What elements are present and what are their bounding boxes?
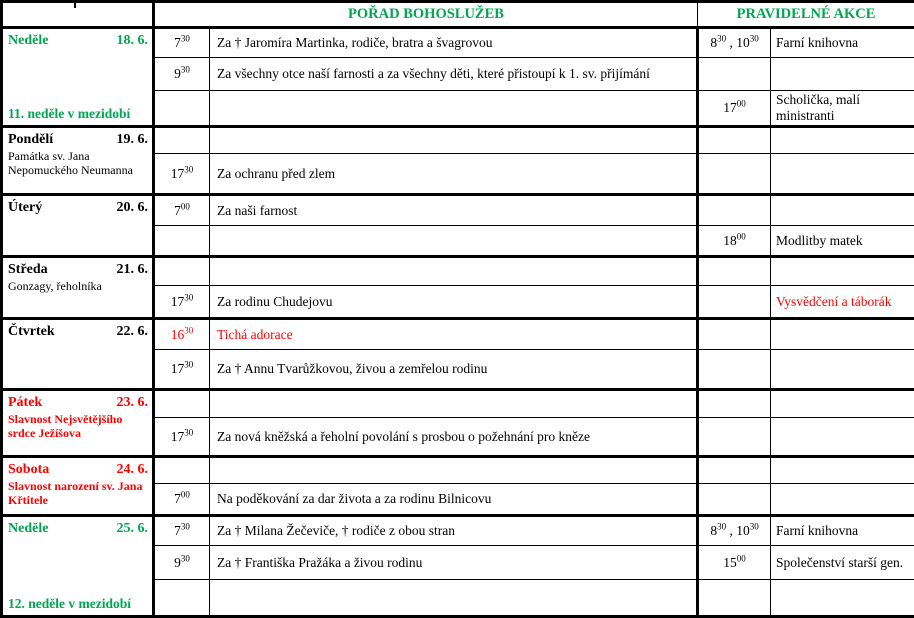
- day-title: [3, 258, 152, 277]
- mass-intention-cell: [210, 350, 698, 390]
- day-name: Středa: [8, 262, 48, 277]
- mass-intention-text: Za † Jaromíra Martinka, rodiče, bratra a švagrovou: [210, 34, 696, 52]
- event-cell: [771, 226, 914, 257]
- table-row: [2, 516, 914, 546]
- mass-time-cell: $9^{30}$: [154, 546, 210, 580]
- event-text: Farní knihovna: [771, 34, 914, 52]
- mass-time-cell: $17^{30}$: [154, 154, 210, 195]
- day-cell: [2, 28, 154, 127]
- event-cell: [771, 580, 914, 617]
- mass-intention-cell: [210, 28, 698, 58]
- day-cell: [2, 257, 154, 319]
- mass-intention-cell: [210, 484, 698, 516]
- mass-time-cell: [154, 127, 210, 154]
- mass-time-cell: $7^{00}$: [154, 195, 210, 226]
- mass-time-cell: $16^{30}$: [154, 319, 210, 350]
- mass-intention-cell: [210, 91, 698, 127]
- event-text: Společenství starší gen.: [771, 554, 914, 572]
- event-cell: [771, 195, 914, 226]
- day-date: 20. 6.: [117, 200, 149, 215]
- event-time-cell: [698, 154, 771, 195]
- mass-time-cell: [154, 457, 210, 484]
- mass-intention-text: Za † Annu Tvarůžkovou, živou a zemřelou rodinu: [210, 360, 696, 378]
- mass-intention-cell: [210, 195, 698, 226]
- mass-time-cell: $17^{30}$: [154, 286, 210, 319]
- mass-intention-cell: [210, 457, 698, 484]
- event-cell: [771, 546, 914, 580]
- day-cell: [2, 390, 154, 457]
- mass-time-cell: $7^{30}$: [154, 28, 210, 58]
- event-cell: [771, 418, 914, 457]
- day-date: 24. 6.: [117, 462, 149, 477]
- mass-intention-text: Za naši farnost: [210, 202, 696, 220]
- day-cell: [2, 516, 154, 617]
- day-date: 22. 6.: [117, 324, 149, 339]
- header-events-title: PRAVIDELNÉ AKCE: [698, 2, 914, 28]
- mass-intention-text: Za † Františka Pražáka a živou rodinu: [210, 554, 696, 572]
- day-subtitle: Památka sv. Jana Nepomuckého Neumanna: [3, 147, 152, 177]
- header-services-title: POŘAD BOHOSLUŽEB: [154, 2, 698, 28]
- day-name: Úterý: [8, 200, 42, 215]
- mass-time-cell: $17^{30}$: [154, 418, 210, 457]
- day-date: 25. 6.: [117, 521, 149, 536]
- mass-time-cell: $17^{30}$: [154, 350, 210, 390]
- day-name: Pondělí: [8, 132, 53, 147]
- day-cell: [2, 319, 154, 390]
- mass-intention-text: Na poděkování za dar života a za rodinu Bilnicovu: [210, 490, 696, 508]
- table-row: [2, 127, 914, 154]
- mass-time-cell: [154, 91, 210, 127]
- event-cell: [771, 390, 914, 418]
- mass-intention-cell: [210, 516, 698, 546]
- day-bottom-label: 12. neděle v mezidobí: [8, 596, 131, 612]
- table-row: [2, 319, 914, 350]
- day-cell: [2, 195, 154, 257]
- mass-intention-text: Tichá adorace: [210, 326, 696, 344]
- table-row: [2, 457, 914, 484]
- event-time-cell: $18^{00}$: [698, 226, 771, 257]
- event-cell: [771, 58, 914, 91]
- mass-intention-cell: [210, 546, 698, 580]
- mass-time-cell: [154, 390, 210, 418]
- mass-intention-cell: [210, 418, 698, 457]
- mass-intention-text: Za ochranu před zlem: [210, 165, 696, 183]
- mass-intention-cell: [210, 580, 698, 617]
- event-text: Scholička, malí ministranti: [771, 91, 914, 125]
- mass-time-cell: [154, 257, 210, 286]
- mass-time-cell: $7^{30}$: [154, 516, 210, 546]
- mass-time-cell: [154, 580, 210, 617]
- mass-intention-cell: [210, 58, 698, 91]
- day-bottom-label: 11. neděle v mezidobí: [8, 106, 130, 122]
- event-time-cell: [698, 350, 771, 390]
- event-text: Modlitby matek: [771, 232, 914, 250]
- mass-intention-text: Za nová kněžská a řeholní povolání s prosbou o požehnání pro kněze: [210, 428, 696, 446]
- event-time-cell: $8^{30}$ , $10^{30}$: [698, 28, 771, 58]
- event-time-cell: [698, 484, 771, 516]
- mass-time-cell: $7^{00}$: [154, 484, 210, 516]
- mass-intention-cell: [210, 154, 698, 195]
- mass-intention-cell: [210, 127, 698, 154]
- mass-intention-text: Za všechny otce naší farnosti a za všechny děti, které přistoupí k 1. sv. přijímání: [210, 65, 696, 83]
- day-name: Neděle: [8, 521, 48, 536]
- day-date: 19. 6.: [117, 132, 149, 147]
- header-row: [2, 2, 914, 28]
- day-date: 21. 6.: [117, 262, 149, 277]
- event-time-cell: [698, 457, 771, 484]
- mass-time-cell: $9^{30}$: [154, 58, 210, 91]
- day-name: Sobota: [8, 462, 49, 477]
- day-date: 18. 6.: [117, 33, 149, 48]
- event-cell: [771, 484, 914, 516]
- day-title: [3, 196, 152, 215]
- event-time-cell: $15^{00}$: [698, 546, 771, 580]
- event-time-cell: $17^{00}$: [698, 91, 771, 127]
- event-time-cell: [698, 418, 771, 457]
- table-row: [2, 28, 914, 58]
- mass-time-cell: [154, 226, 210, 257]
- mass-intention-cell: [210, 319, 698, 350]
- event-time-cell: [698, 390, 771, 418]
- event-time-cell: [698, 580, 771, 617]
- event-cell: [771, 319, 914, 350]
- day-title: [3, 458, 152, 477]
- event-time-cell: [698, 257, 771, 286]
- event-time-cell: [698, 58, 771, 91]
- event-cell: [771, 154, 914, 195]
- event-cell: [771, 457, 914, 484]
- event-cell: [771, 286, 914, 319]
- header-empty-cell: [2, 2, 154, 28]
- day-title: [3, 128, 152, 147]
- day-cell: [2, 457, 154, 516]
- event-cell: [771, 28, 914, 58]
- day-cell: [2, 127, 154, 195]
- header-divider-tick: [74, 3, 76, 8]
- mass-intention-cell: [210, 257, 698, 286]
- day-subtitle: Slavnost narození sv. Jana Křtitele: [3, 477, 152, 507]
- day-title: [3, 320, 152, 339]
- day-title: [3, 391, 152, 410]
- event-cell: [771, 127, 914, 154]
- day-title: [3, 29, 152, 48]
- table-row: [2, 390, 914, 418]
- event-time-cell: [698, 319, 771, 350]
- day-subtitle: Slavnost Nejsvětějšího srdce Ježíšova: [3, 410, 152, 440]
- event-time-cell: [698, 286, 771, 319]
- day-name: Neděle: [8, 33, 48, 48]
- day-subtitle: Gonzagy, řeholníka: [3, 277, 152, 293]
- day-title: [3, 517, 152, 536]
- mass-intention-cell: [210, 286, 698, 319]
- event-time-cell: [698, 127, 771, 154]
- event-cell: [771, 516, 914, 546]
- event-cell: [771, 91, 914, 127]
- event-time-cell: $8^{30}$ , $10^{30}$: [698, 516, 771, 546]
- event-cell: [771, 257, 914, 286]
- mass-intention-cell: [210, 390, 698, 418]
- day-date: 23. 6.: [117, 395, 149, 410]
- mass-intention-text: Za † Milana Žečeviče, † rodiče z obou stran: [210, 522, 696, 540]
- event-text: Farní knihovna: [771, 522, 914, 540]
- table-row: [2, 195, 914, 226]
- day-name: Pátek: [8, 395, 42, 410]
- event-cell: [771, 350, 914, 390]
- mass-intention-cell: [210, 226, 698, 257]
- table-row: [2, 257, 914, 286]
- mass-intention-text: Za rodinu Chudejovu: [210, 293, 696, 311]
- event-text: Vysvědčení a táborák: [771, 293, 914, 311]
- day-name: Čtvrtek: [8, 324, 55, 339]
- event-time-cell: [698, 195, 771, 226]
